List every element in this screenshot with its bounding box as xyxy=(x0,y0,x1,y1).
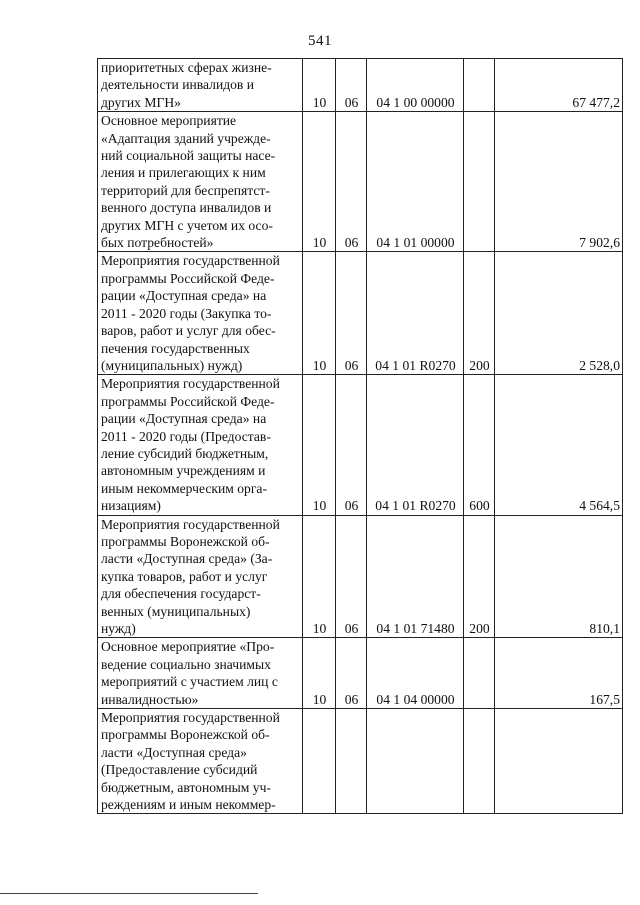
section-code-cell: 10 xyxy=(303,375,336,515)
table-row xyxy=(98,252,623,375)
row-name-line: (Предоставление субсидий xyxy=(101,762,258,778)
row-name-line: программы Воронежской об- xyxy=(101,533,270,549)
amount-cell: 67 477,2 xyxy=(495,59,623,112)
row-name-line: варов, работ и услуг для обес- xyxy=(101,323,276,339)
amount-cell: 4 564,5 xyxy=(495,375,623,515)
row-name-line: деятельности инвалидов и xyxy=(101,77,255,93)
expense-type-cell: 200 xyxy=(464,252,495,375)
row-name-line: ления и прилегающих к ним xyxy=(101,165,266,181)
row-name-line: ласти «Доступная среда» (За- xyxy=(101,551,273,567)
row-name-cell xyxy=(98,515,303,638)
row-name-line: других МГН с учетом их осо- xyxy=(101,217,273,233)
expense-type-cell xyxy=(464,638,495,709)
row-name-line: мероприятий с участием лиц с xyxy=(101,674,278,690)
amount-cell: 810,1 xyxy=(495,515,623,638)
subsection-code-cell: 06 xyxy=(336,375,367,515)
target-article-cell: 04 1 01 71480 xyxy=(367,515,464,638)
target-article-cell xyxy=(367,709,464,814)
row-name-line: для обеспечения государст- xyxy=(101,586,261,602)
budget-table xyxy=(97,58,623,814)
target-article-cell: 04 1 01 R0270 xyxy=(367,252,464,375)
row-name-line: Мероприятия государственной xyxy=(101,516,280,532)
target-article-cell: 04 1 00 00000 xyxy=(367,59,464,112)
row-name-line: (муниципальных) нужд) xyxy=(101,357,243,373)
amount-cell: 7 902,6 xyxy=(495,112,623,252)
subsection-code-cell: 06 xyxy=(336,112,367,252)
row-name-cell xyxy=(98,112,303,252)
amount-cell: 167,5 xyxy=(495,638,623,709)
row-name-line: печения государственных xyxy=(101,340,250,356)
row-name-line: низациям) xyxy=(101,498,161,514)
subsection-code-cell xyxy=(336,709,367,814)
subsection-code-cell: 06 xyxy=(336,638,367,709)
amount-cell xyxy=(495,709,623,814)
row-name-line: рации «Доступная среда» на xyxy=(101,288,267,304)
row-name-line: Мероприятия государственной xyxy=(101,710,280,726)
budget-table-body xyxy=(98,59,623,814)
row-name-line: рации «Доступная среда» на xyxy=(101,411,267,427)
section-code-cell: 10 xyxy=(303,515,336,638)
row-name-cell xyxy=(98,252,303,375)
row-name-line: реждениям и иным некоммер- xyxy=(101,797,276,813)
expense-type-cell xyxy=(464,112,495,252)
table-row xyxy=(98,515,623,638)
row-name-line: Основное мероприятие «Про- xyxy=(101,639,275,655)
expense-type-cell: 600 xyxy=(464,375,495,515)
target-article-cell: 04 1 04 00000 xyxy=(367,638,464,709)
table-row xyxy=(98,112,623,252)
table-row xyxy=(98,59,623,112)
row-name-line: других МГН» xyxy=(101,94,181,110)
row-name-line: бых потребностей» xyxy=(101,235,214,251)
row-name-line: ласти «Доступная среда» xyxy=(101,744,247,760)
row-name-line: Мероприятия государственной xyxy=(101,376,280,392)
table-row xyxy=(98,709,623,814)
row-name-line: 2011 - 2020 годы (Предостав- xyxy=(101,428,271,444)
target-article-cell: 04 1 01 R0270 xyxy=(367,375,464,515)
row-name-cell xyxy=(98,59,303,112)
row-name-line: «Адаптация зданий учрежде- xyxy=(101,130,271,146)
row-name-line: программы Российской Феде- xyxy=(101,270,275,286)
section-code-cell: 10 xyxy=(303,112,336,252)
row-name-cell xyxy=(98,709,303,814)
row-name-line: автономным учреждениям и xyxy=(101,463,266,479)
row-name-line: территорий для беспрепятст- xyxy=(101,182,270,198)
scan-edge-line xyxy=(0,893,258,894)
section-code-cell xyxy=(303,709,336,814)
row-name-line: бюджетным, автономным уч- xyxy=(101,779,271,795)
row-name-line: приоритетных сферах жизне- xyxy=(101,60,272,75)
expense-type-cell xyxy=(464,59,495,112)
section-code-cell: 10 xyxy=(303,252,336,375)
table-row xyxy=(98,638,623,709)
row-name-line: инвалидностью» xyxy=(101,691,199,707)
expense-type-cell: 200 xyxy=(464,515,495,638)
section-code-cell: 10 xyxy=(303,59,336,112)
row-name-line: венного доступа инвалидов и xyxy=(101,200,272,216)
row-name-line: Основное мероприятие xyxy=(101,113,237,129)
expense-type-cell xyxy=(464,709,495,814)
row-name-line: ведение социально значимых xyxy=(101,656,271,672)
subsection-code-cell: 06 xyxy=(336,59,367,112)
row-name-line: программы Российской Феде- xyxy=(101,393,275,409)
row-name-line: венных (муниципальных) xyxy=(101,603,251,619)
row-name-cell xyxy=(98,638,303,709)
row-name-line: нужд) xyxy=(101,621,136,636)
subsection-code-cell: 06 xyxy=(336,515,367,638)
row-name-line: программы Воронежской об- xyxy=(101,727,270,743)
page-number: 541 xyxy=(308,33,332,49)
table-row xyxy=(98,375,623,515)
subsection-code-cell: 06 xyxy=(336,252,367,375)
row-name-line: купка товаров, работ и услуг xyxy=(101,568,268,584)
row-name-cell xyxy=(98,375,303,515)
target-article-cell: 04 1 01 00000 xyxy=(367,112,464,252)
row-name-line: ний социальной защиты насе- xyxy=(101,148,276,164)
row-name-line: иным некоммерческим орга- xyxy=(101,480,267,496)
row-name-line: 2011 - 2020 годы (Закупка то- xyxy=(101,305,272,321)
amount-cell: 2 528,0 xyxy=(495,252,623,375)
row-name-line: ление субсидий бюджетным, xyxy=(101,445,269,461)
row-name-line: Мероприятия государственной xyxy=(101,253,280,269)
section-code-cell: 10 xyxy=(303,638,336,709)
